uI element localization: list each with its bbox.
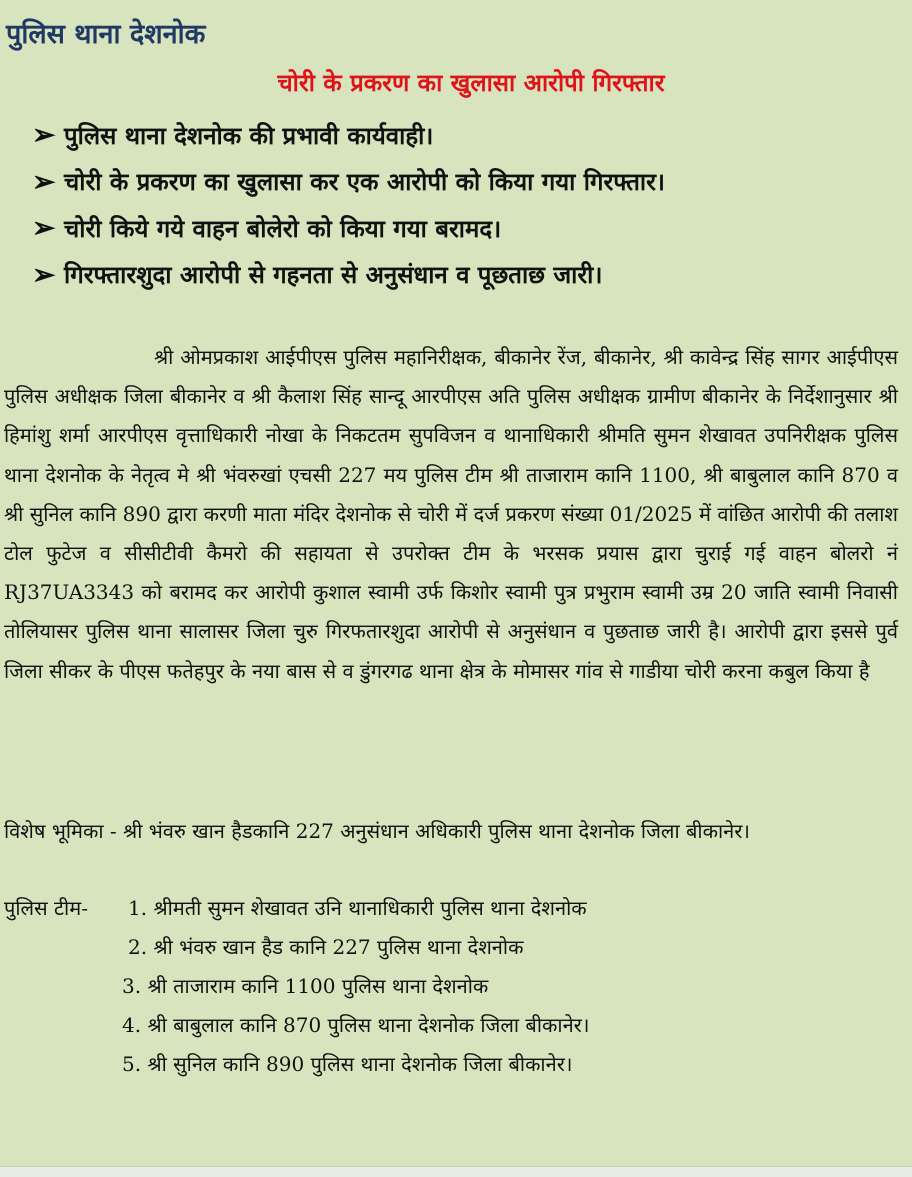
team-member: 4. श्री बाबुलाल कानि 870 पुलिस थाना देशनोक जिला बीकानेर। xyxy=(122,1013,590,1037)
highlight-item xyxy=(32,252,665,299)
team-label: पुलिस टीम- xyxy=(4,896,88,920)
headline: चोरी के प्रकरण का खुलासा आरोपी गिरफ्तार xyxy=(277,68,665,97)
arrow-right-icon: ➢ xyxy=(32,118,56,152)
station-heading: पुलिस थाना देशनोक xyxy=(6,19,206,50)
highlight-item xyxy=(32,205,665,252)
highlight-text: चोरी किये गये वाहन बोलेरो को किया गया बरामद। xyxy=(64,213,502,243)
special-role: विशेष भूमिका - श्री भंवरु खान हैडकानि 227 अनुसंधान अधिकारी पुलिस थाना देशनोक जिला बीकानेर। xyxy=(4,819,751,843)
arrow-right-icon: ➢ xyxy=(32,211,56,245)
highlight-item xyxy=(32,159,665,206)
page-bottom-edge xyxy=(0,1166,912,1177)
team-member: 2. श्री भंवरु खान हैड कानि 227 पुलिस थाना देशनोक xyxy=(128,935,524,959)
team-member: 1. श्रीमती सुमन शेखावत उनि थानाधिकारी पुलिस थाना देशनोक xyxy=(128,896,587,920)
highlights-list xyxy=(32,112,665,298)
arrow-right-icon: ➢ xyxy=(32,257,56,291)
arrow-right-icon: ➢ xyxy=(32,164,56,198)
highlight-item xyxy=(32,112,665,159)
highlight-text: पुलिस थाना देशनोक की प्रभावी कार्यवाही। xyxy=(64,120,434,150)
body-paragraph: श्री ओमप्रकाश आईपीएस पुलिस महानिरीक्षक, बीकानेर रेंज, बीकानेर, श्री कावेन्द्र सिंह सागर आईपीएस पुलिस अधीक्षक जिला बीकानेर व श्री कैलाश सिंह सान्दू आरपीएस अति पुलिस अधीक्षक ग्रामीण बीकानेर के निर्देशानुसार श्री हिमांशु शर्मा आरपीएस वृत्ताधिकारी नोखा के निकटतम सुपविजन व थानाधिकारी श्रीमति सुमन शेखावत उपनिरीक्षक पुलिस थाना देशनोक के नेतृत्व मे श्री भंवरुखां एचसी 227 मय पुलिस टीम श्री ताजाराम कानि 1100, श्री बाबुलाल कानि 870 व श्री सुनिल कानि 890 द्वारा करणी माता मंदिर देशनोक से चोरी में दर्ज प्रकरण संख्या 01/2025 में वांछित आरोपी की तलाश टोल फुटेज व सीसीटीवी कैमरो की सहायता से उपरोक्त टीम के भरसक प्रयास द्वारा चुराई गई वाहन बोलरो नं RJ37UA3343 को बरामद कर आरोपी कुशाल स्वामी उर्फ किशोर स्वामी पुत्र प्रभुराम स्वामी उम्र 20 जाति स्वामी निवासी तोलियासर पुलिस थाना सालासर जिला चुरु गिरफतारशुदा आरोपी से अनुसंधान व पुछताछ जारी है। आरोपी द्वारा इससे पुर्व जिला सीकर के पीएस फतेहपुर के नया बास से व डुंगरगढ थाना क्षेत्र के मोमासर गांव से गाडीया चोरी करना कबुल किया है xyxy=(4,345,898,683)
team-member: 5. श्री सुनिल कानि 890 पुलिस थाना देशनोक जिला बीकानेर। xyxy=(122,1052,573,1076)
team-member: 3. श्री ताजाराम कानि 1100 पुलिस थाना देशनोक xyxy=(122,974,489,998)
highlight-text: चोरी के प्रकरण का खुलासा कर एक आरोपी को किया गया गिरफ्तार। xyxy=(64,167,666,197)
highlight-text: गिरफ्तारशुदा आरोपी से गहनता से अनुसंधान व पूछताछ जारी। xyxy=(64,260,603,290)
